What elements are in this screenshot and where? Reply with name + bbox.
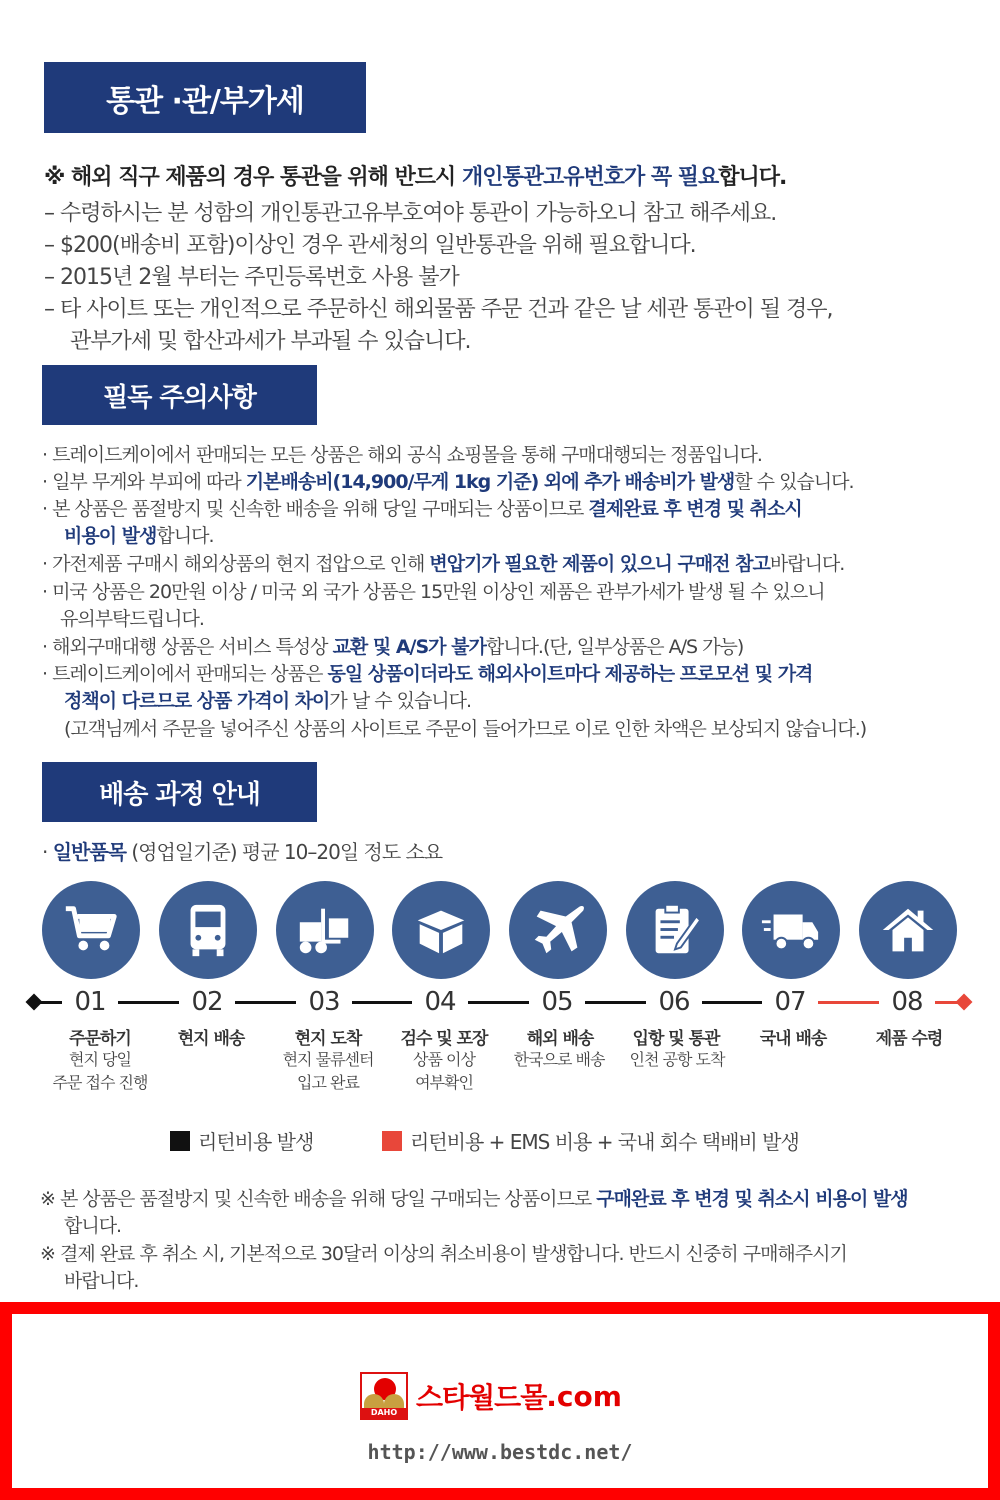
step-5-desc-1: 한국으로 배송 [513, 1050, 605, 1069]
step-7-circle [742, 881, 840, 979]
step-1-desc-2: 주문 접수 진행 [52, 1073, 148, 1092]
step-1-label: 주문하기 [69, 1029, 131, 1049]
customs-lead-highlight: 개인통관고유번호가 꼭 필요 [461, 165, 719, 190]
daho-logo-icon [360, 1372, 408, 1420]
customs-line-2: – $200(배송비 포함)이상인 경우 관세청의 일반통관을 위해 필요합니다. [44, 233, 696, 258]
clipboard-icon [644, 899, 706, 961]
truck-icon [760, 899, 822, 961]
footnote-2: ※ 결제 완료 후 취소 시, 기본적으로 30달러 이상의 취소비용이 발생합니다. 반드시 신중히 구매해주시기 [40, 1243, 847, 1265]
notice-line-4b: 합니다. [156, 525, 214, 547]
legend-red-swatch [382, 1131, 402, 1151]
step-2-label: 현지 배송 [177, 1029, 245, 1049]
notice-line-8a: · 해외구매대행 상품은 서비스 특성상 [42, 636, 333, 658]
notice-line-9a: · 트레이드케이에서 판매되는 상품은 [42, 663, 328, 685]
customs-line-5: 관부가세 및 합산과세가 부과될 수 있습니다. [70, 329, 471, 354]
notice-line-4a: 비용이 발생 [64, 525, 157, 547]
step-2-number: 02 [179, 985, 235, 1019]
step-8-label: 제품 수령 [875, 1029, 943, 1049]
notice-header: 필독 주의사항 [42, 365, 317, 425]
step-5-number: 05 [529, 985, 585, 1019]
step-3-label: 현지 도착 [294, 1029, 362, 1049]
step-7-number: 07 [762, 985, 818, 1019]
shipping-note-highlight: 일반품목 [52, 840, 126, 864]
shipping-duration-note [42, 836, 442, 865]
brand-banner-inner [12, 1314, 988, 1488]
customs-lead [44, 160, 786, 191]
notice-line-2b: 기본배송비(14,900/무게 1kg 기준) 외에 추가 배송비가 발생 [245, 471, 735, 493]
legend-black-swatch [170, 1131, 190, 1151]
legend-red-text: 리턴비용 + EMS 비용 + 국내 회수 택배비 발생 [410, 1130, 799, 1154]
notice-line-5b: 변압기가 필요한 제품이 있으니 구매전 참고 [429, 553, 770, 575]
step-4-number: 04 [412, 985, 468, 1019]
notice-line-6: · 미국 상품은 20만원 이상 / 미국 외 국가 상품은 15만원 이상인 제품은 관부가세가 발생 될 수 있으니 [42, 581, 825, 603]
step-6-number: 06 [646, 985, 702, 1019]
notice-line-7: 유의부탁드립니다. [60, 608, 204, 630]
brand-name: 스타월드몰 [416, 1381, 547, 1414]
notice-line-9 [42, 659, 812, 686]
step-1-desc-1: 현지 당일 [69, 1050, 131, 1069]
step-1-circle [42, 881, 140, 979]
step-5-label: 해외 배송 [526, 1029, 594, 1049]
step-2-circle [159, 881, 257, 979]
daho-logo-text: DAHO [362, 1408, 406, 1418]
notice-line-3a: · 본 상품은 품절방지 및 신속한 배송을 위해 당일 구매되는 상품이므로 [42, 498, 589, 520]
notice-line-10b: 가 날 수 있습니다. [329, 690, 472, 712]
notice-line-9b: 동일 상품이더라도 해외사이트마다 제공하는 프로모션 및 가격 [327, 663, 813, 685]
legend-red [382, 1126, 799, 1155]
notice-line-10 [64, 686, 471, 713]
step-6-label: 입항 및 통관 [632, 1029, 720, 1049]
customs-header: 통관 ·관/부가세 [44, 62, 366, 133]
customs-line-4: – 타 사이트 또는 개인적으로 주문하신 해외물품 주문 건과 같은 날 세관 통관이 될 경우, [44, 297, 833, 322]
house-icon [877, 899, 939, 961]
notice-line-4 [64, 521, 214, 548]
customs-line-1: – 수령하시는 분 성함의 개인통관고유부호여야 통관이 가능하오니 참고 해주세요. [44, 201, 777, 226]
cart-icon [60, 899, 122, 961]
footnote-1-cont: 합니다. [64, 1215, 122, 1237]
notice-line-5 [42, 549, 844, 576]
notice-line-11: (고객님께서 주문을 넣어주신 상품의 사이트로 주문이 들어가므로 이로 인한 차액은 보상되지 않습니다.) [64, 718, 867, 740]
step-6-desc-1: 인천 공항 도착 [629, 1050, 725, 1069]
legend-black-text: 리턴비용 발생 [198, 1130, 314, 1154]
customs-lead-suffix: 합니다. [718, 165, 787, 190]
step-5-circle [509, 881, 607, 979]
shipping-note-rest: (영업일기준) 평균 10–20일 정도 소요 [126, 840, 443, 864]
site-url-link[interactable]: http://www.bestdc.net/ [367, 1440, 633, 1464]
notice-line-8 [42, 632, 743, 659]
footnote-1a: ※ 본 상품은 품절방지 및 신속한 배송을 위해 당일 구매되는 상품이므로 [40, 1188, 597, 1210]
step-3-number: 03 [296, 985, 352, 1019]
step-8-number: 08 [879, 985, 935, 1019]
bus-icon [177, 899, 239, 961]
step-3-desc-2: 입고 완료 [297, 1073, 359, 1092]
notice-line-8c: 합니다.(단, 일부상품은 A/S 가능) [485, 636, 744, 658]
notice-line-3 [42, 494, 802, 521]
step-1-number: 01 [62, 985, 118, 1019]
notice-line-10a: 정책이 다르므로 상품 가격이 차이 [64, 690, 330, 712]
timeline-start-diamond [26, 994, 43, 1011]
brand-logo[interactable] [360, 1372, 622, 1420]
step-7-label: 국내 배송 [759, 1029, 827, 1049]
brand-banner [0, 1302, 1000, 1500]
step-3-desc-1: 현지 물류센터 [282, 1050, 374, 1069]
notice-line-8b: 교환 및 A/S가 불가 [332, 636, 486, 658]
notice-line-2c: 할 수 있습니다. [734, 471, 854, 493]
notice-line-2 [42, 467, 854, 494]
legend-black [170, 1126, 313, 1155]
step-4-label: 검수 및 포장 [400, 1029, 488, 1049]
airplane-icon [527, 899, 589, 961]
footnote-1b: 구매완료 후 변경 및 취소시 비용이 발생 [596, 1188, 908, 1210]
shipping-header: 배송 과정 안내 [42, 762, 317, 822]
step-3-circle [276, 881, 374, 979]
step-4-desc-2: 여부확인 [415, 1073, 473, 1092]
step-4-desc-1: 상품 이상 [413, 1050, 475, 1069]
timeline-end-diamond [956, 994, 973, 1011]
box-icon [410, 899, 472, 961]
notice-line-5a: · 가전제품 구매시 해외상품의 현지 접압으로 인해 [42, 553, 430, 575]
step-8-circle [859, 881, 957, 979]
notice-line-2a: · 일부 무게와 부피에 따라 [42, 471, 246, 493]
step-6-circle [626, 881, 724, 979]
forklift-icon [294, 899, 356, 961]
notice-line-5c: 바랍니다. [769, 553, 845, 575]
shipping-note-bullet: · [42, 840, 53, 864]
footnote-1 [40, 1184, 908, 1211]
notice-line-1: · 트레이드케이에서 판매되는 모든 상품은 해외 공식 쇼핑몰을 통해 구매대행되는 정품입니다. [42, 444, 762, 466]
step-4-circle [392, 881, 490, 979]
customs-line-3: – 2015년 2월 부터는 주민등록번호 사용 불가 [44, 265, 459, 290]
customs-lead-prefix: ※ 해외 직구 제품의 경우 통관을 위해 반드시 [44, 165, 462, 190]
notice-line-3b: 결제완료 후 변경 및 취소시 [588, 498, 802, 520]
brand-domain: .com [546, 1379, 622, 1413]
footnote-2-cont: 바랍니다. [64, 1270, 139, 1292]
